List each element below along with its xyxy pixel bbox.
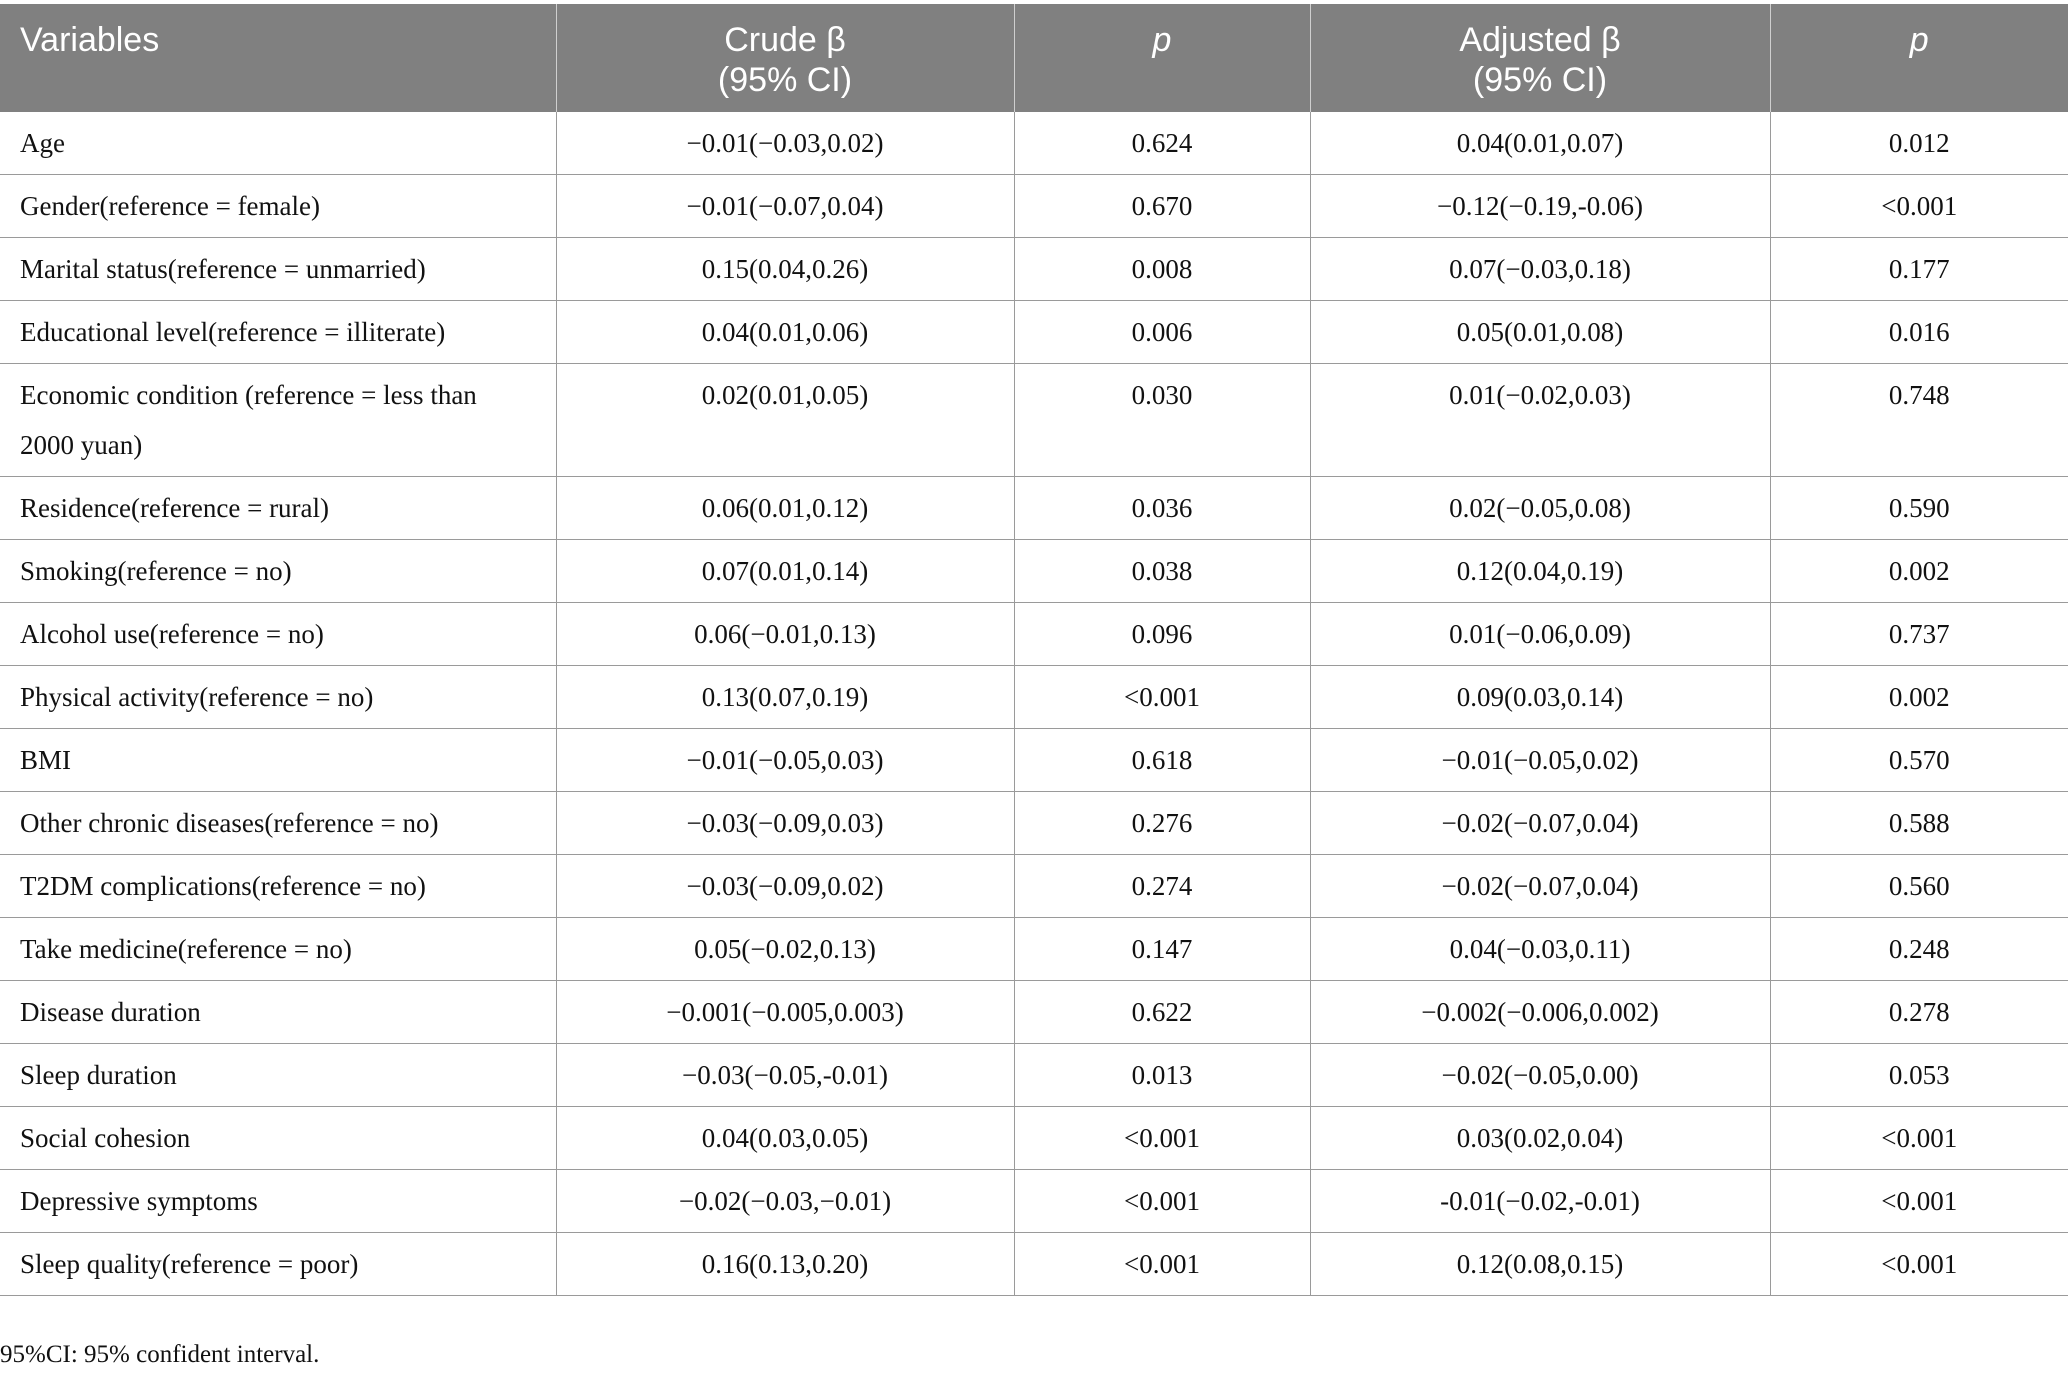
table-row (0, 175, 2068, 238)
table-row (0, 238, 2068, 301)
cell-variable: Age (0, 112, 556, 175)
header-crude-beta: Crude β (95% CI) (556, 4, 1014, 112)
cell-p-adjusted: 0.560 (1770, 855, 2068, 918)
table-row (0, 364, 2068, 477)
cell-p-adjusted: 0.016 (1770, 301, 2068, 364)
header-p-crude: p (1014, 4, 1310, 112)
cell-adjusted-beta: 0.12(0.08,0.15) (1310, 1233, 1770, 1296)
cell-variable: Other chronic diseases(reference = no) (0, 792, 556, 855)
cell-crude-beta: 0.07(0.01,0.14) (556, 540, 1014, 603)
cell-p-adjusted: 0.012 (1770, 112, 2068, 175)
cell-variable: Gender(reference = female) (0, 175, 556, 238)
cell-p-crude: 0.008 (1014, 238, 1310, 301)
cell-p-crude: 0.622 (1014, 981, 1310, 1044)
cell-crude-beta: −0.03(−0.05,-0.01) (556, 1044, 1014, 1107)
cell-adjusted-beta: 0.09(0.03,0.14) (1310, 666, 1770, 729)
cell-adjusted-beta: −0.01(−0.05,0.02) (1310, 729, 1770, 792)
cell-crude-beta: 0.06(0.01,0.12) (556, 477, 1014, 540)
cell-adjusted-beta: 0.02(−0.05,0.08) (1310, 477, 1770, 540)
cell-adjusted-beta: 0.03(0.02,0.04) (1310, 1107, 1770, 1170)
cell-variable: Physical activity(reference = no) (0, 666, 556, 729)
cell-adjusted-beta: −0.12(−0.19,-0.06) (1310, 175, 1770, 238)
table-row (0, 112, 2068, 175)
cell-p-crude: 0.147 (1014, 918, 1310, 981)
header-p-adjusted: p (1770, 4, 2068, 112)
cell-crude-beta: −0.03(−0.09,0.03) (556, 792, 1014, 855)
cell-p-crude: 0.030 (1014, 364, 1310, 477)
cell-p-adjusted: 0.278 (1770, 981, 2068, 1044)
cell-p-crude: 0.618 (1014, 729, 1310, 792)
cell-p-adjusted: <0.001 (1770, 175, 2068, 238)
table-row (0, 540, 2068, 603)
cell-adjusted-beta: 0.04(0.01,0.07) (1310, 112, 1770, 175)
cell-p-adjusted: 0.748 (1770, 364, 2068, 477)
cell-variable: Alcohol use(reference = no) (0, 603, 556, 666)
cell-variable: Sleep quality(reference = poor) (0, 1233, 556, 1296)
cell-variable: T2DM complications(reference = no) (0, 855, 556, 918)
cell-p-crude: 0.038 (1014, 540, 1310, 603)
cell-crude-beta: 0.04(0.03,0.05) (556, 1107, 1014, 1170)
cell-adjusted-beta: −0.02(−0.07,0.04) (1310, 792, 1770, 855)
table-row (0, 477, 2068, 540)
table-row (0, 603, 2068, 666)
cell-adjusted-beta: 0.01(−0.06,0.09) (1310, 603, 1770, 666)
cell-adjusted-beta: -0.01(−0.02,-0.01) (1310, 1170, 1770, 1233)
cell-crude-beta: 0.13(0.07,0.19) (556, 666, 1014, 729)
header-row (0, 4, 2068, 112)
cell-p-adjusted: 0.177 (1770, 238, 2068, 301)
cell-crude-beta: 0.04(0.01,0.06) (556, 301, 1014, 364)
table-row (0, 301, 2068, 364)
cell-variable: Take medicine(reference = no) (0, 918, 556, 981)
table-row (0, 1233, 2068, 1296)
cell-adjusted-beta: 0.04(−0.03,0.11) (1310, 918, 1770, 981)
regression-table (0, 4, 2068, 1296)
cell-p-adjusted: 0.737 (1770, 603, 2068, 666)
cell-variable: Marital status(reference = unmarried) (0, 238, 556, 301)
cell-variable: Social cohesion (0, 1107, 556, 1170)
cell-p-crude: 0.013 (1014, 1044, 1310, 1107)
cell-adjusted-beta: −0.02(−0.07,0.04) (1310, 855, 1770, 918)
cell-p-crude: 0.670 (1014, 175, 1310, 238)
table-row (0, 855, 2068, 918)
cell-variable: BMI (0, 729, 556, 792)
cell-crude-beta: 0.02(0.01,0.05) (556, 364, 1014, 477)
cell-variable: Residence(reference = rural) (0, 477, 556, 540)
table-footnote: 95%CI: 95% confident interval. (0, 1341, 320, 1368)
table-row (0, 918, 2068, 981)
cell-p-adjusted: <0.001 (1770, 1233, 2068, 1296)
table-row (0, 666, 2068, 729)
table-row (0, 792, 2068, 855)
cell-crude-beta: 0.06(−0.01,0.13) (556, 603, 1014, 666)
cell-adjusted-beta: −0.002(−0.006,0.002) (1310, 981, 1770, 1044)
cell-adjusted-beta: 0.05(0.01,0.08) (1310, 301, 1770, 364)
cell-variable: Educational level(reference = illiterate) (0, 301, 556, 364)
cell-p-adjusted: 0.248 (1770, 918, 2068, 981)
cell-p-adjusted: 0.002 (1770, 540, 2068, 603)
cell-p-adjusted: <0.001 (1770, 1170, 2068, 1233)
cell-adjusted-beta: 0.01(−0.02,0.03) (1310, 364, 1770, 477)
table-header (0, 4, 2068, 112)
cell-p-crude: 0.274 (1014, 855, 1310, 918)
cell-p-crude: 0.096 (1014, 603, 1310, 666)
cell-crude-beta: −0.02(−0.03,−0.01) (556, 1170, 1014, 1233)
table-row (0, 1044, 2068, 1107)
cell-variable: Economic condition (reference = less than 2000 yuan) (0, 364, 556, 477)
cell-variable: Disease duration (0, 981, 556, 1044)
cell-p-crude: <0.001 (1014, 1107, 1310, 1170)
cell-crude-beta: 0.15(0.04,0.26) (556, 238, 1014, 301)
header-variables: Variables (0, 4, 556, 112)
table-row (0, 1170, 2068, 1233)
cell-p-adjusted: 0.053 (1770, 1044, 2068, 1107)
table-body (0, 112, 2068, 1296)
table-row (0, 729, 2068, 792)
cell-crude-beta: −0.001(−0.005,0.003) (556, 981, 1014, 1044)
cell-crude-beta: −0.03(−0.09,0.02) (556, 855, 1014, 918)
cell-crude-beta: 0.05(−0.02,0.13) (556, 918, 1014, 981)
cell-variable: Smoking(reference = no) (0, 540, 556, 603)
regression-table-container (0, 4, 2068, 1296)
cell-p-adjusted: 0.002 (1770, 666, 2068, 729)
cell-crude-beta: −0.01(−0.07,0.04) (556, 175, 1014, 238)
cell-p-crude: <0.001 (1014, 1170, 1310, 1233)
header-adjusted-beta: Adjusted β (95% CI) (1310, 4, 1770, 112)
cell-p-crude: 0.036 (1014, 477, 1310, 540)
cell-variable: Sleep duration (0, 1044, 556, 1107)
cell-crude-beta: −0.01(−0.05,0.03) (556, 729, 1014, 792)
cell-p-adjusted: 0.588 (1770, 792, 2068, 855)
cell-crude-beta: 0.16(0.13,0.20) (556, 1233, 1014, 1296)
cell-adjusted-beta: 0.07(−0.03,0.18) (1310, 238, 1770, 301)
cell-p-crude: 0.276 (1014, 792, 1310, 855)
cell-p-adjusted: 0.570 (1770, 729, 2068, 792)
cell-p-crude: 0.006 (1014, 301, 1310, 364)
cell-adjusted-beta: −0.02(−0.05,0.00) (1310, 1044, 1770, 1107)
table-row (0, 981, 2068, 1044)
cell-p-crude: 0.624 (1014, 112, 1310, 175)
cell-p-adjusted: <0.001 (1770, 1107, 2068, 1170)
cell-p-adjusted: 0.590 (1770, 477, 2068, 540)
cell-variable: Depressive symptoms (0, 1170, 556, 1233)
cell-p-crude: <0.001 (1014, 1233, 1310, 1296)
table-row (0, 1107, 2068, 1170)
cell-adjusted-beta: 0.12(0.04,0.19) (1310, 540, 1770, 603)
cell-crude-beta: −0.01(−0.03,0.02) (556, 112, 1014, 175)
cell-p-crude: <0.001 (1014, 666, 1310, 729)
